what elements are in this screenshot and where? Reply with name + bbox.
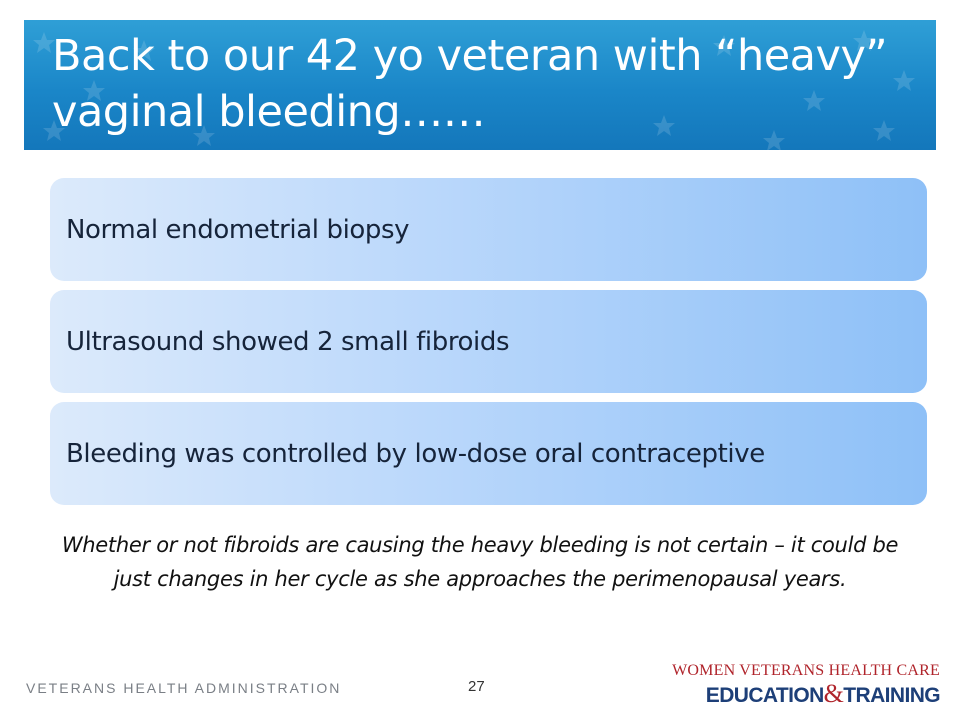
- logo-ampersand: &: [823, 679, 844, 708]
- slide-title: Back to our 42 yo veteran with “heavy” vaginal bleeding……: [52, 31, 888, 137]
- clinical-note: Whether or not fibroids are causing the heavy bleeding is not certain – it could be just changes in her cycle as she approaches the perimenopausal years.: [61, 533, 899, 591]
- logo-line1: WOMEN VETERANS HEALTH CARE: [672, 662, 940, 679]
- page-number: 27: [468, 678, 485, 695]
- wvhc-logo: [672, 662, 944, 708]
- logo-line2: [706, 679, 940, 709]
- organization-name: VETERANS HEALTH ADMINISTRATION: [26, 680, 342, 696]
- finding-bar-treatment: [50, 402, 927, 505]
- finding-text: Normal endometrial biopsy: [66, 214, 410, 245]
- finding-bar-ultrasound: [50, 290, 927, 393]
- title-banner: [24, 20, 936, 150]
- logo-training: TRAINING: [843, 684, 940, 707]
- finding-text: Bleeding was controlled by low-dose oral contraceptive: [66, 438, 765, 469]
- finding-bar-biopsy: [50, 178, 927, 281]
- logo-education: EDUCATION: [705, 684, 824, 707]
- finding-text: Ultrasound showed 2 small fibroids: [66, 326, 510, 357]
